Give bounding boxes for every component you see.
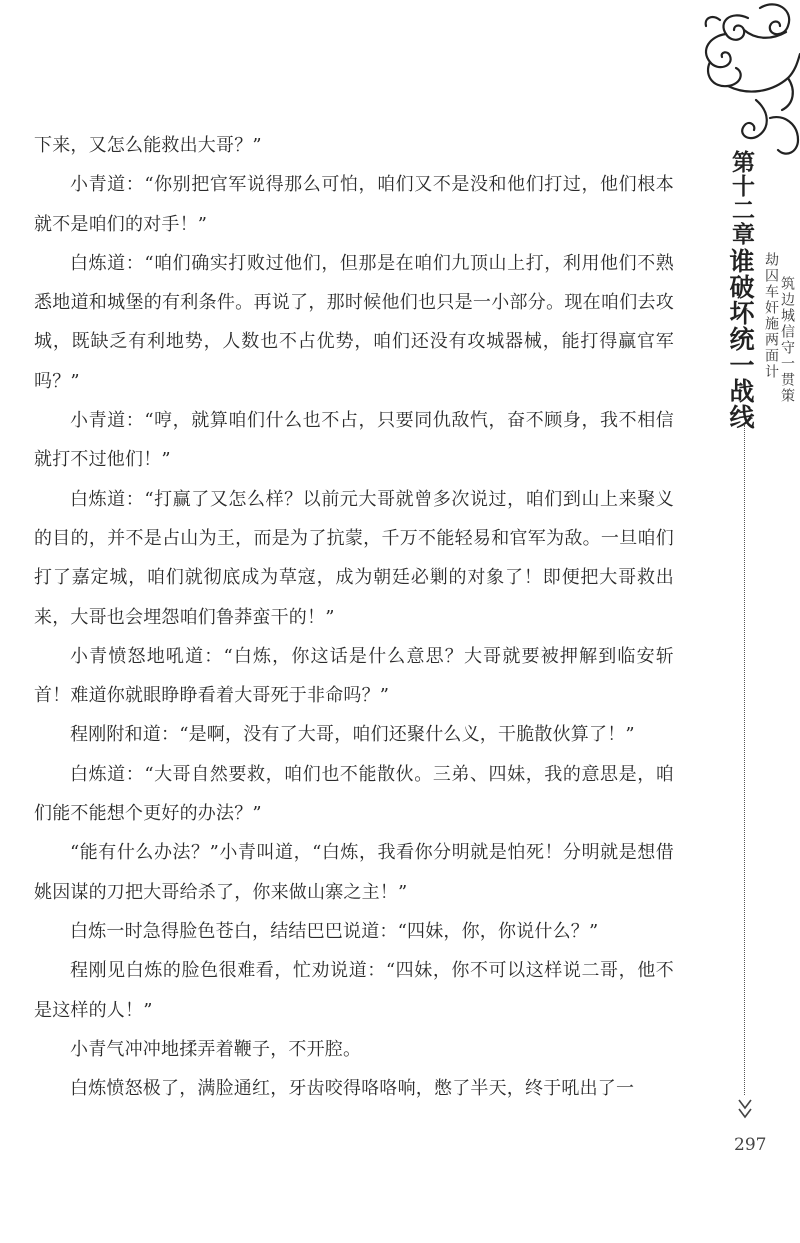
paragraph: 程刚见白炼的脸色很难看，忙劝说道：“四妹，你不可以这样说二哥，他不是这样的人！” — [34, 960, 674, 1021]
paragraph: 小青愤怒地吼道：“白炼，你这话是什么意思？大哥就要被押解到临安斩首！难道你就眼睁睁看着大哥死于非命吗？” — [34, 645, 674, 707]
paragraph: 程刚附和道：“是啊，没有了大哥，咱们还聚什么义，干脆散伙算了！” — [70, 724, 635, 746]
chapter-subtitle-line-1: 劫囚车奸施两面计 — [763, 252, 779, 380]
chapter-number: 第十二章 — [728, 150, 755, 246]
paragraph: 小青道：“哼，就算咱们什么也不占，只要同仇敌忾，奋不顾身，我不相信就打不过他们！” — [34, 410, 674, 471]
paragraph: 白炼一时急得脸色苍白，结结巴巴说道：“四妹，你，你说什么？” — [70, 920, 599, 942]
chapter-subtitle-line-2: 筑边城信守一贯策 — [779, 276, 795, 404]
paragraph: 小青道：“你别把官军说得那么可怕，咱们又不是没和他们打过，他们根本就不是咱们的对手！” — [34, 174, 674, 235]
page-number: 297 — [734, 1135, 767, 1155]
chapter-body-text — [34, 126, 674, 1108]
chapter-title: 谁破坏统一战线 — [726, 248, 755, 430]
paragraph: 小青气冲冲地揉弄着鞭子，不开腔。 — [70, 1038, 362, 1060]
paragraph: 白炼道：“咱们确实打败过他们，但那是在咱们九顶山上打，利用他们不熟悉地道和城堡的有利条件。再说了，那时候他们也只是一小部分。现在咱们去攻城，既缺乏有利地势，人数也不占优势，咱们还没有攻城器械，能打得赢官军吗？” — [34, 252, 674, 392]
dotted-divider — [744, 425, 745, 1095]
paragraph: “能有什么办法？”小青叫道，“白炼，我看你分明就是怕死！分明就是想借姚因谋的刀把大哥给杀了，你来做山寨之主！” — [34, 842, 674, 903]
cloud-ornament-icon — [660, 0, 800, 160]
paragraph: 白炼道：“大哥自然要救，咱们也不能散伙。三弟、四妹，我的意思是，咱们能不能想个更好的办法？” — [34, 763, 674, 825]
paragraph: 白炼愤怒极了，满脸通红，牙齿咬得咯咯响，憋了半天，终于吼出了一 — [70, 1078, 635, 1100]
paragraph: 白炼道：“打赢了又怎么样？以前元大哥就曾多次说过，咱们到山上来聚义的目的，并不是占山为王，而是为了抗蒙，千万不能轻易和官军为敌。一旦咱们打了嘉定城，咱们就彻底成为草寇，成为朝廷必剿的对象了！即便把大哥救出来，大哥也会埋怨咱们鲁莽蛮干的！” — [34, 488, 674, 628]
paragraph: 下来，又怎么能救出大哥？” — [34, 135, 262, 156]
double-chevron-down-icon — [735, 1097, 755, 1123]
